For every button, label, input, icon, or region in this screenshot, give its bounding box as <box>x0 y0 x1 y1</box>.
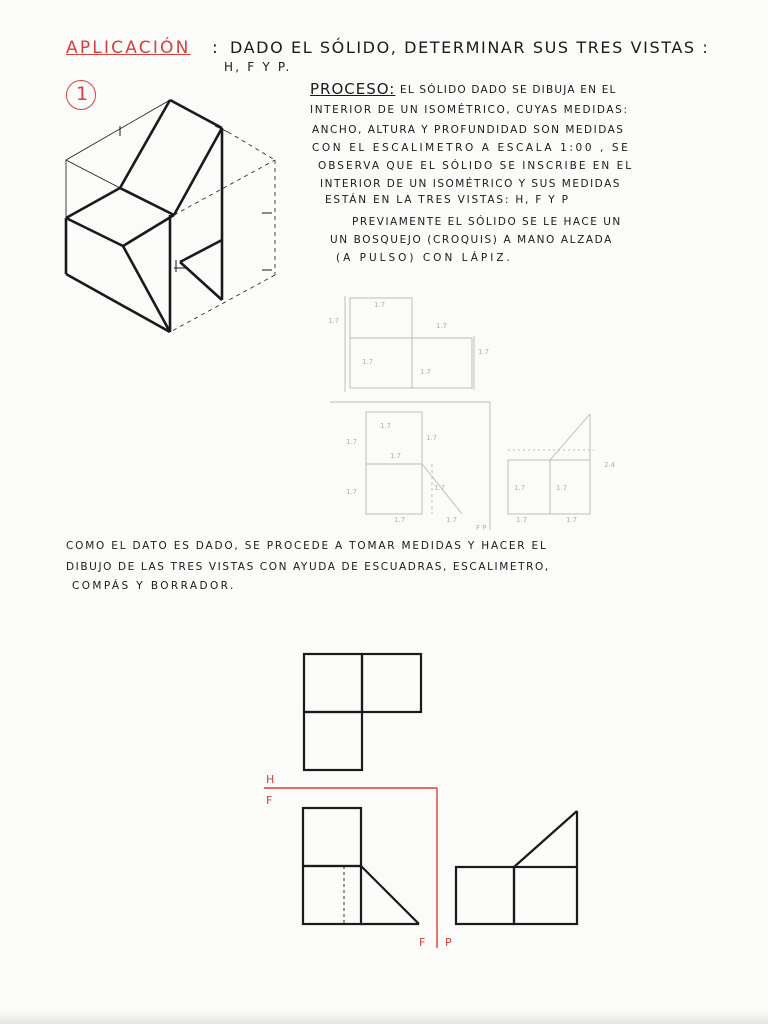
process-line-2: INTERIOR DE UN ISOMÉTRICO, CUYAS MEDIDAS: <box>310 104 629 116</box>
process-line-5: OBSERVA QUE EL SÓLIDO SE INSCRIBE EN EL <box>318 160 634 172</box>
sketch-dim-7: 1.7 <box>380 422 392 430</box>
sketch-dim-2: 1.7 <box>328 317 340 325</box>
sketch-dim-1: 1.7 <box>374 301 386 309</box>
sketch-fold-label: F P <box>476 524 487 532</box>
fold-label-p: P <box>445 936 452 949</box>
page-bottom-edge <box>0 1010 768 1024</box>
fold-label-f-top: F <box>266 794 273 807</box>
process-line-1: EL SÓLIDO DADO SE DIBUJA EN EL <box>400 84 617 96</box>
process-line-8: PREVIAMENTE EL SÓLIDO SE LE HACE UN <box>352 216 622 228</box>
sketch-dim-10: 1.7 <box>390 452 402 460</box>
process-line-3: ANCHO, ALTURA Y PROFUNDIDAD SON MEDIDAS <box>312 124 625 136</box>
sketch-dim-8: 1.7 <box>426 434 438 442</box>
profile-view-p <box>456 811 577 924</box>
sketch-dim-13: 1.7 <box>394 516 406 524</box>
sketch-dim-6: 1.7 <box>478 348 490 356</box>
aplicacion-label: APLICACIÓN <box>66 38 191 58</box>
exercise-number: 1 <box>76 83 89 105</box>
note-line-3: COMPÁS Y BORRADOR. <box>72 580 236 592</box>
note-line-2: DIBUJO DE LAS TRES VISTAS CON AYUDA DE ESCUADRAS, ESCALIMETRO, <box>66 561 550 573</box>
process-line-4: CON EL ESCALIMETRO A ESCALA 1:00 , SE <box>312 142 631 154</box>
sketch-dim-11: 1.7 <box>346 488 358 496</box>
fold-label-f-bottom: F <box>419 936 426 949</box>
header-line-2: H, F Y P. <box>224 60 292 74</box>
front-view-f <box>303 808 419 924</box>
sketch-dim-18: 1.7 <box>566 516 578 524</box>
note-line-1: COMO EL DATO ES DADO, SE PROCEDE A TOMAR MEDIDAS Y HACER EL <box>66 540 548 552</box>
header-line-1: DADO EL SÓLIDO, DETERMINAR SUS TRES VISTAS : <box>230 38 710 57</box>
sketch-dim-3: 1.7 <box>436 322 448 330</box>
process-line-7: ESTÁN EN LA TRES VISTAS: H, F Y P <box>325 194 570 206</box>
process-label: PROCESO: <box>310 80 396 98</box>
sketch-dim-16: 1.7 <box>556 484 568 492</box>
sketch-dim-5: 1.7 <box>420 368 432 376</box>
sketch-dim-14: 1.7 <box>446 516 458 524</box>
sketch-dim-9: 1.7 <box>346 438 358 446</box>
process-line-10: (A PULSO) CON LÁPIZ. <box>336 252 513 264</box>
process-line-9: UN BOSQUEJO (CROQUIS) A MANO ALZADA <box>330 234 613 246</box>
process-line-6: INTERIOR DE UN ISOMÉTRICO Y SUS MEDIDAS <box>320 178 621 190</box>
fold-label-h: H <box>266 773 275 786</box>
sketch-dim-12: 1.7 <box>434 484 446 492</box>
sketch-dim-4: 1.7 <box>362 358 374 366</box>
sketch-dim-19: 2.4 <box>604 461 616 469</box>
sketch-dim-15: 1.7 <box>514 484 526 492</box>
sketch-dim-17: 1.7 <box>516 516 528 524</box>
header-colon: : <box>212 38 220 58</box>
top-view-h <box>304 654 421 770</box>
